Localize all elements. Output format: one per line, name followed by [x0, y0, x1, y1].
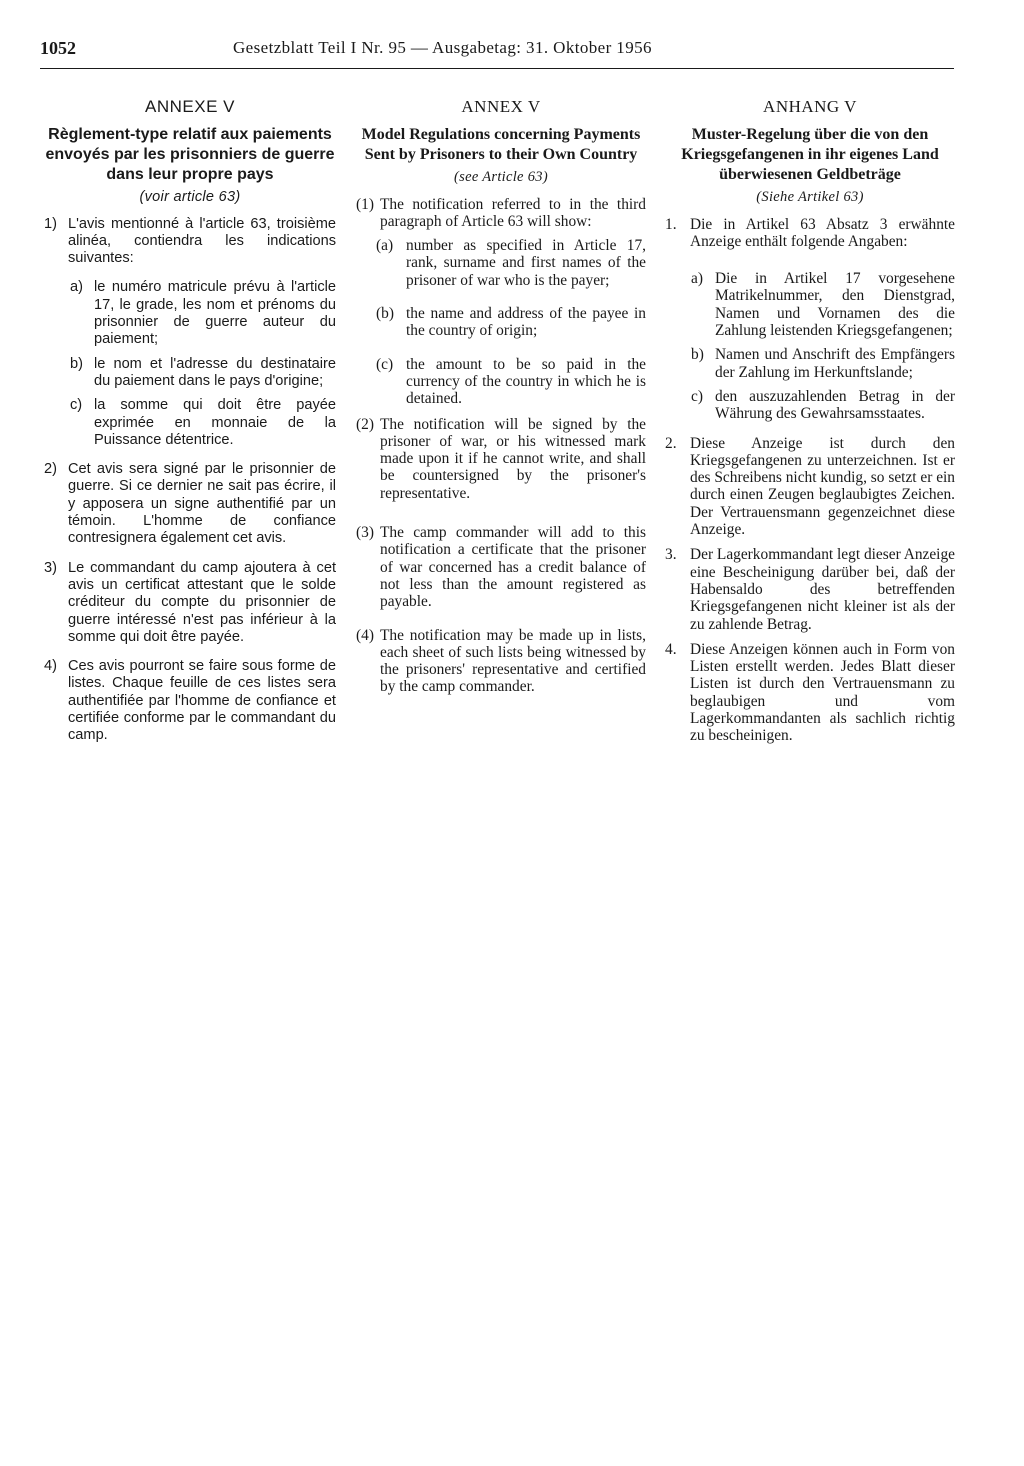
- paragraph-number: 1.: [665, 215, 677, 233]
- item-letter: a): [70, 279, 83, 296]
- item-text: la somme qui doit être payée exprimée en monnaie de la Puissance détentrice.: [94, 397, 336, 448]
- paragraph-number: 3.: [665, 546, 677, 564]
- article-reference: (Siehe Artikel 63): [756, 189, 864, 206]
- item-text: Die in Artikel 17 vorgesehene Matrikelnummer, den Dienstgrad, Namen und Vornamen des die Zahlung leistenden Kriegsgefangenen;: [715, 270, 955, 340]
- item-b: [44, 356, 336, 391]
- annex-title: Model Regulations concerning Payments Sent by Prisoners to their Own Country: [361, 126, 641, 164]
- paragraph-text: Diese Anzeigen können auch in Form von Listen erstellt werden. Jedes Blatt dieser Listen ist durch den Vertrauensmann zu beglaubigen und vom Lagerkommandanten als sachlich richtig zu bescheinigen.: [690, 640, 955, 745]
- paragraph-4: [665, 641, 955, 745]
- paragraph-1: [665, 216, 955, 251]
- item-a: [356, 237, 646, 289]
- paragraph-3: [665, 546, 955, 632]
- annex-title: Règlement-type relatif aux paiements envoyés par les prisonniers de guerre dans leur propre pays: [45, 126, 335, 184]
- item-letter: (c): [376, 355, 394, 373]
- paragraph-number: (1): [356, 195, 374, 213]
- paragraph-text: The notification will be signed by the prisoner of war, or his witnessed mark made upon it if he cannot write, and shall be countersigned by the prisoner's representative.: [380, 415, 646, 502]
- item-a: [665, 270, 955, 339]
- paragraph-number: (2): [356, 415, 374, 433]
- paragraph-2: [356, 416, 646, 502]
- annex-heading: ANNEX V: [461, 97, 541, 116]
- item-letter: (a): [376, 237, 394, 255]
- item-b: [665, 346, 955, 381]
- paragraph-1: [356, 196, 646, 231]
- paragraph-text: Diese Anzeige ist durch den Kriegsgefangenen zu unterzeichnen. Ist er des Schreibens nicht kundig, so setzt er ein durch einen Zeugen beglaubigtes Zeichen. Der Vertrauensmann gegenzeichnet diese Anzeige.: [690, 434, 955, 539]
- french-column: [44, 98, 336, 745]
- paragraph-number: (3): [356, 524, 374, 542]
- paragraph-number: (4): [356, 626, 374, 644]
- paragraph-text: The camp commander will add to this notification a certificate that the prisoner of war concerned has a credit balance of not less than the amount registered as payable.: [380, 524, 646, 611]
- paragraph-number: 4.: [665, 640, 677, 658]
- english-column: [356, 98, 646, 696]
- paragraph-number: 3): [44, 559, 57, 576]
- item-c: [356, 356, 646, 408]
- page-header: [40, 38, 954, 69]
- german-column: [665, 98, 955, 745]
- paragraph-3: [44, 560, 336, 646]
- item-text: le nom et l'adresse du destinataire du paiement dans le pays d'origine;: [94, 355, 336, 389]
- annex-heading: ANNEXE V: [145, 97, 235, 116]
- item-text: the amount to be so paid in the currency of the country in which he is detained.: [406, 355, 646, 408]
- article-reference: (see Article 63): [454, 169, 548, 186]
- item-text: the name and address of the payee in the country of origin;: [406, 305, 646, 340]
- item-text: Namen und Anschrift des Empfängers der Zahlung im Herkunftslande;: [715, 346, 955, 381]
- paragraph-2: [44, 461, 336, 547]
- page-number: 1052: [40, 38, 76, 58]
- paragraph-text: L'avis mentionné à l'article 63, troisième alinéa, contiendra les indications suivantes:: [68, 215, 336, 267]
- item-letter: c): [70, 397, 83, 414]
- paragraph-3: [356, 524, 646, 610]
- paragraph-2: [665, 435, 955, 539]
- paragraph-number: 2.: [665, 434, 677, 452]
- paragraph-number: 1): [44, 215, 57, 232]
- item-c: [44, 397, 336, 449]
- annex-heading: ANHANG V: [763, 97, 857, 116]
- paragraph-4: [44, 658, 336, 744]
- paragraph-text: The notification referred to in the third paragraph of Article 63 will show:: [380, 195, 646, 230]
- paragraph-text: The notification may be made up in lists, each sheet of such lists being witnessed by the prisoners' representative and certified by the camp commander.: [380, 626, 646, 696]
- item-letter: c): [691, 387, 703, 405]
- item-text: den auszuzahlenden Betrag in der Währung des Gewahrsamsstaates.: [715, 387, 955, 423]
- item-text: le numéro matricule prévu à l'article 17, le grade, les nom et prénoms du prisonnier de guerre auteur du paiement;: [94, 279, 336, 348]
- item-text: number as specified in Article 17, rank, surname and first names of the prisoner of war who is the payer;: [406, 237, 646, 289]
- item-letter: b): [70, 355, 83, 372]
- paragraph-4: [356, 627, 646, 696]
- paragraph-text: Ces avis pourront se faire sous forme de listes. Chaque feuille de ces listes sera authentifiée par l'homme de confiance et certifiée conforme par le commandant du camp.: [68, 658, 336, 744]
- item-letter: a): [691, 270, 703, 288]
- gazette-title: Gesetzblatt Teil I Nr. 95 — Ausgabetag: 31. Oktober 1956: [233, 38, 652, 57]
- paragraph-text: Der Lagerkommandant legt dieser Anzeige eine Bescheinigung darüber bei, daß der Habensaldo des betreffenden Kriegsgefangenen nicht kleiner ist als der zu zahlende Betrag.: [690, 546, 955, 633]
- item-b: [356, 305, 646, 340]
- item-c: [665, 388, 955, 423]
- item-letter: (b): [376, 305, 394, 323]
- article-reference: (voir article 63): [139, 189, 241, 206]
- item-letter: b): [691, 346, 704, 364]
- paragraph-text: Die in Artikel 63 Absatz 3 erwähnte Anzeige enthält folgende Angaben:: [690, 215, 955, 250]
- item-a: [44, 279, 336, 348]
- paragraph-number: 4): [44, 658, 57, 675]
- annex-title: Muster-Regelung über die von den Kriegsgefangenen in ihr eigenes Land überwiesenen Geldbeträge: [681, 126, 939, 184]
- paragraph-1: [44, 216, 336, 268]
- paragraph-text: Le commandant du camp ajoutera à cet avis un certificat attestant que le solde créditeur du compte du prisonnier de guerre intéressé n'est pas inférieur à la somme qui doit être payée.: [68, 559, 336, 645]
- paragraph-number: 2): [44, 461, 57, 478]
- paragraph-text: Cet avis sera signé par le prisonnier de guerre. Si ce dernier ne sait pas écrire, il y apposera un signe authentifié par un témoin. L'homme de confiance contresignera également cet avis.: [68, 461, 336, 547]
